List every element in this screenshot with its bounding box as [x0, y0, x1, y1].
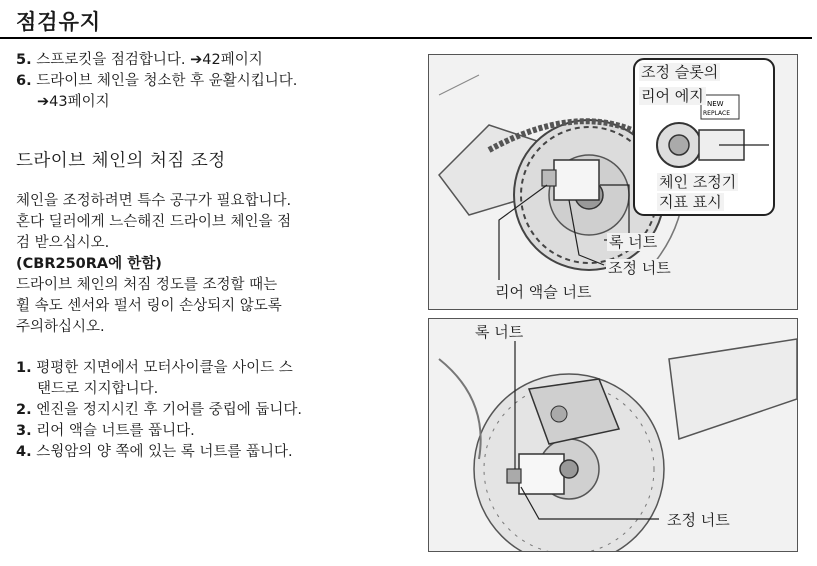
step-1 [16, 358, 388, 379]
step-1-continued: 탠드로 지지합니다. [37, 381, 159, 397]
inset-stamp-new: NEW [707, 100, 724, 108]
lock-nut-label: 록 너트 [609, 233, 658, 251]
paragraph-line: 혼다 딜러에게 느슨해진 드라이브 체인을 점 [16, 214, 292, 230]
paragraph-line: 검 받으십시오. [16, 235, 110, 251]
rear-axle-nut-label: 리어 액슬 너트 [495, 283, 592, 301]
step-number: 3. [16, 423, 32, 439]
step-number: 5. [16, 52, 32, 68]
paragraph-line: 휠 속도 센서와 펄서 링이 손상되지 않도록 [16, 298, 282, 314]
paragraph-line: 드라이브 체인의 처짐 정도를 조정할 때는 [16, 277, 278, 293]
paragraph-line: 체인을 조정하려면 특수 공구가 필요합니다. [16, 193, 292, 209]
inset-stamp-replace: REPLACE [703, 110, 731, 117]
adjusting-nut-figure [428, 318, 798, 552]
inset-label-index-mark: 지표 표시 [659, 193, 722, 211]
chain-adjuster-figure [428, 54, 798, 310]
step-text: 스프로킷을 점검합니다. ➔42페이지 [36, 52, 263, 68]
step-text: 평평한 지면에서 모터사이클을 사이드 스 [36, 360, 293, 376]
step-3 [16, 421, 388, 442]
inset-label-slot: 조정 슬롯의 [641, 63, 719, 81]
step-text: 리어 액슬 너트를 풉니다. [36, 423, 195, 439]
inset-label-rear-edge: 리어 에지 [641, 87, 704, 105]
model-note: (CBR250RA에 한함) [16, 256, 162, 272]
section-heading: 드라이브 체인의 처짐 조정 [16, 151, 226, 171]
instructions-column [16, 50, 388, 463]
step-text: 엔진을 정지시킨 후 기어를 중립에 둡니다. [36, 402, 302, 418]
step-6 [16, 71, 388, 92]
brake-side-illustration [429, 319, 797, 551]
step-number: 6. [16, 73, 32, 89]
lock-nut-label: 록 너트 [475, 323, 524, 341]
step-5 [16, 50, 388, 71]
step-text: 드라이브 체인을 청소한 후 윤활시킵니다. [36, 73, 298, 89]
step-4 [16, 442, 388, 463]
step-2 [16, 400, 388, 421]
title-divider [0, 37, 812, 39]
inset-label-adjuster: 체인 조정기 [659, 173, 737, 191]
step-number: 2. [16, 402, 32, 418]
adjusting-nut-label: 조정 너트 [608, 259, 671, 277]
step-6-reference: ➔43페이지 [37, 94, 110, 110]
paragraph-line: 주의하십시오. [16, 319, 105, 335]
step-text: 스윙암의 양 쪽에 있는 록 너트를 풉니다. [36, 444, 293, 460]
step-number: 1. [16, 360, 32, 376]
step-number: 4. [16, 444, 32, 460]
page-title: 점검유지 [16, 10, 102, 34]
adjusting-nut-label: 조정 너트 [667, 511, 730, 529]
